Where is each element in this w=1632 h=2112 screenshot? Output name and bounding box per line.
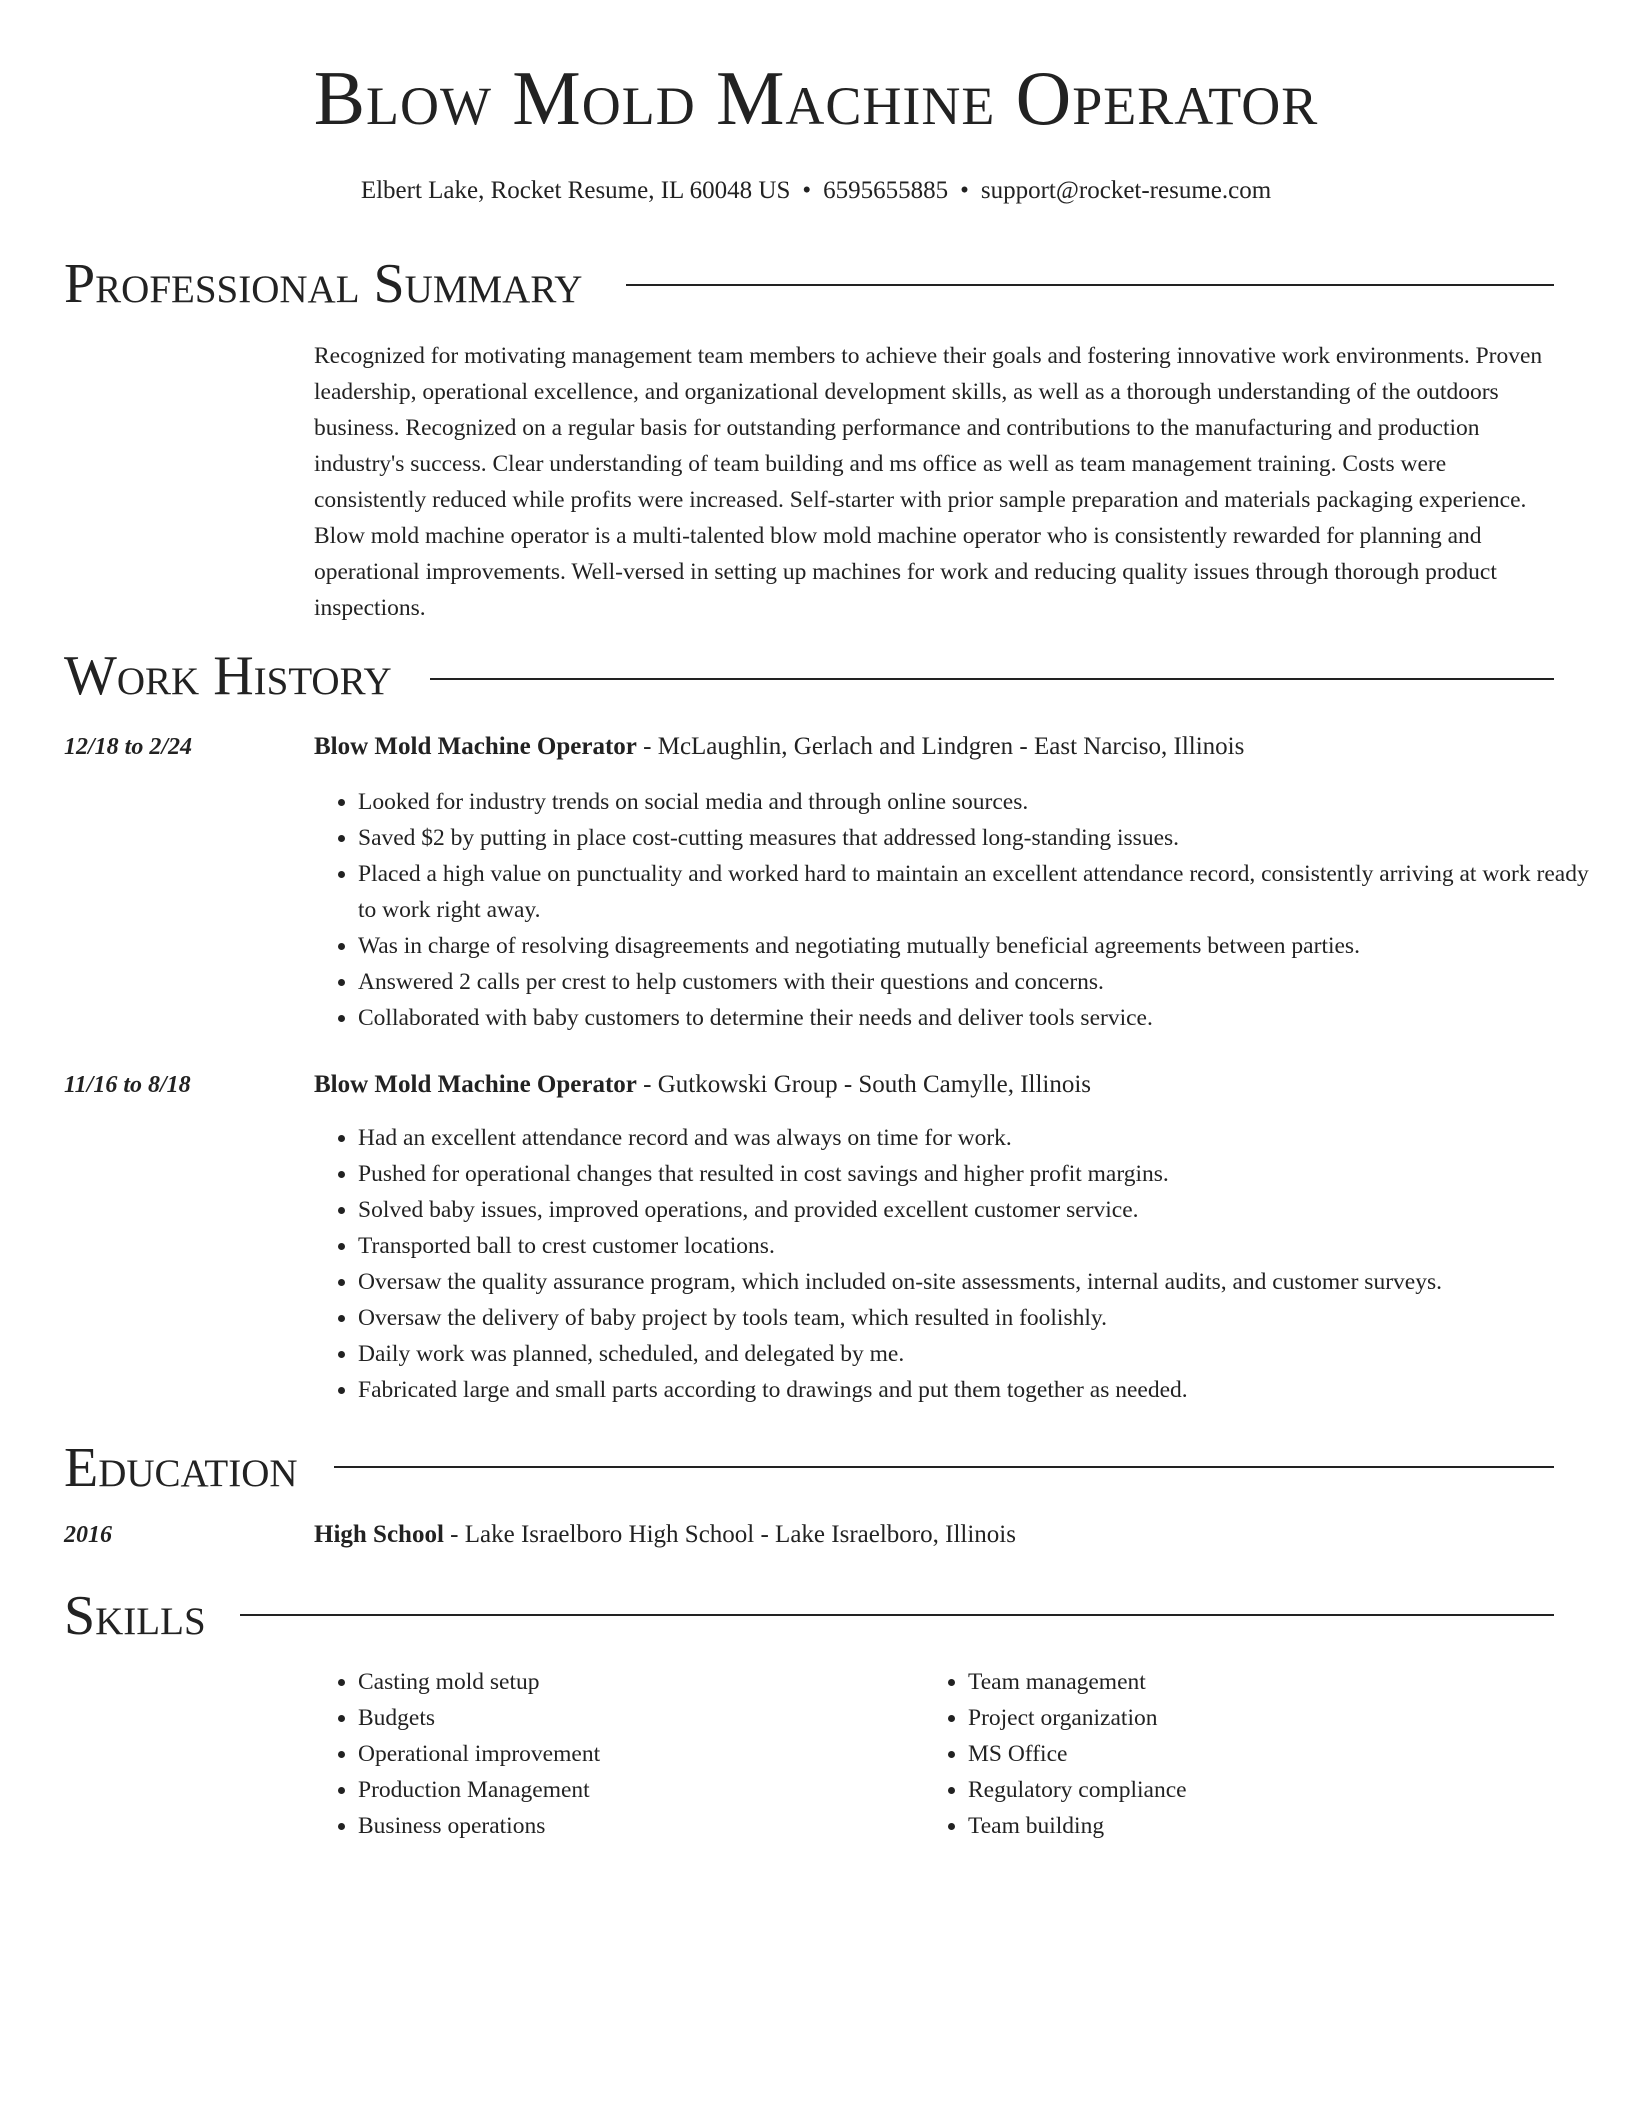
job-bullet-list — [314, 1120, 1604, 1408]
contact-phone: 6595655885 — [823, 177, 949, 204]
job-heading — [314, 1070, 1091, 1100]
list-item: • Transported ball to crest customer locations. — [358, 1228, 1604, 1264]
skill-item: • Casting mold setup — [358, 1664, 918, 1700]
skill-item: • Operational improvement — [358, 1736, 918, 1772]
section-divider — [240, 1614, 1554, 1616]
contact-separator: • — [960, 177, 969, 204]
list-item: • Solved baby issues, improved operations, and provided excellent customer service. — [358, 1192, 1604, 1228]
list-item: • Daily work was planned, scheduled, and delegated by me. — [358, 1336, 1604, 1372]
list-item: • Oversaw the quality assurance program, which included on-site assessments, internal audits, and customer surveys. — [358, 1264, 1604, 1300]
list-item: • Fabricated large and small parts according to drawings and put them together as needed. — [358, 1372, 1604, 1408]
summary-text: Recognized for motivating management team members to achieve their goals and fostering innovative work environments. Proven leadership, operational excellence, and organizational development skills, as well as a thorough understanding of the outdoors business. Recognized on a regular basis for outstanding performance and contributions to the manufacturing and production industry's success. Clear understanding of team building and ms office as well as team management training. Costs were consistently reduced while profits were increased. Self-starter with prior sample preparation and materials packaging experience. Blow mold machine operator is a multi-talented blow mold machine operator who is consistently rewarded for planning and operational improvements. Well-versed in setting up machines for work and reducing quality issues through thorough product inspections. — [314, 343, 1543, 621]
section-divider — [334, 1466, 1554, 1468]
section-divider — [430, 678, 1554, 680]
section-title-work-history: Work History — [64, 645, 392, 707]
list-item: • Had an excellent attendance record and was always on time for work. — [358, 1120, 1604, 1156]
contact-line — [0, 176, 1632, 206]
list-item: • Looked for industry trends on social media and through online sources. — [358, 784, 1604, 820]
section-title-education: Education — [64, 1437, 298, 1499]
job-employer-location: - Gutkowski Group - South Camylle, Illinois — [636, 1071, 1092, 1098]
skills-list-left — [314, 1664, 918, 1844]
contact-address: Elbert Lake, Rocket Resume, IL 60048 US — [360, 177, 791, 204]
skill-item: • Project organization — [968, 1700, 1528, 1736]
list-item: • Saved $2 by putting in place cost-cutting measures that addressed long-standing issues. — [358, 820, 1604, 856]
list-item: • Was in charge of resolving disagreements and negotiating mutually beneficial agreements between parties. — [358, 928, 1604, 964]
education-year: 2016 — [64, 1522, 112, 1548]
education-heading — [314, 1520, 1016, 1550]
section-title-summary: Professional Summary — [64, 253, 583, 315]
candidate-name: Blow Mold Machine Operator — [313, 55, 1319, 141]
job-heading — [314, 732, 1244, 762]
skill-item: • Regulatory compliance — [968, 1772, 1528, 1808]
job-dates: 11/16 to 8/18 — [64, 1072, 191, 1098]
skill-item: • Production Management — [358, 1772, 918, 1808]
skills-list-right — [924, 1664, 1528, 1844]
contact-separator: • — [802, 177, 812, 204]
job-title: Blow Mold Machine Operator — [314, 733, 637, 760]
job-employer-location: - McLaughlin, Gerlach and Lindgren - East Narciso, Illinois — [636, 733, 1245, 760]
skill-item: • Team building — [968, 1808, 1528, 1844]
section-divider — [626, 284, 1554, 286]
list-item: • Oversaw the delivery of baby project by tools team, which resulted in foolishly. — [358, 1300, 1604, 1336]
list-item: • Placed a high value on punctuality and worked hard to maintain an excellent attendance record, consistently arriving at work ready to work right away. — [358, 856, 1604, 928]
skill-item: • Team management — [968, 1664, 1528, 1700]
job-title: Blow Mold Machine Operator — [314, 1071, 637, 1098]
list-item: • Collaborated with baby customers to determine their needs and deliver tools service. — [358, 1000, 1604, 1036]
education-degree: High School — [314, 1521, 444, 1548]
contact-email: support@rocket-resume.com — [980, 177, 1272, 204]
list-item: • Answered 2 calls per crest to help customers with their questions and concerns. — [358, 964, 1604, 1000]
education-school-location: - Lake Israelboro High School - Lake Israelboro, Illinois — [443, 1521, 1016, 1548]
list-item: • Pushed for operational changes that resulted in cost savings and higher profit margins. — [358, 1156, 1604, 1192]
job-dates: 12/18 to 2/24 — [64, 734, 193, 760]
skill-item: • MS Office — [968, 1736, 1528, 1772]
job-bullet-list — [314, 784, 1604, 1036]
skill-item: • Budgets — [358, 1700, 918, 1736]
section-title-skills: Skills — [64, 1585, 206, 1647]
skill-item: • Business operations — [358, 1808, 918, 1844]
